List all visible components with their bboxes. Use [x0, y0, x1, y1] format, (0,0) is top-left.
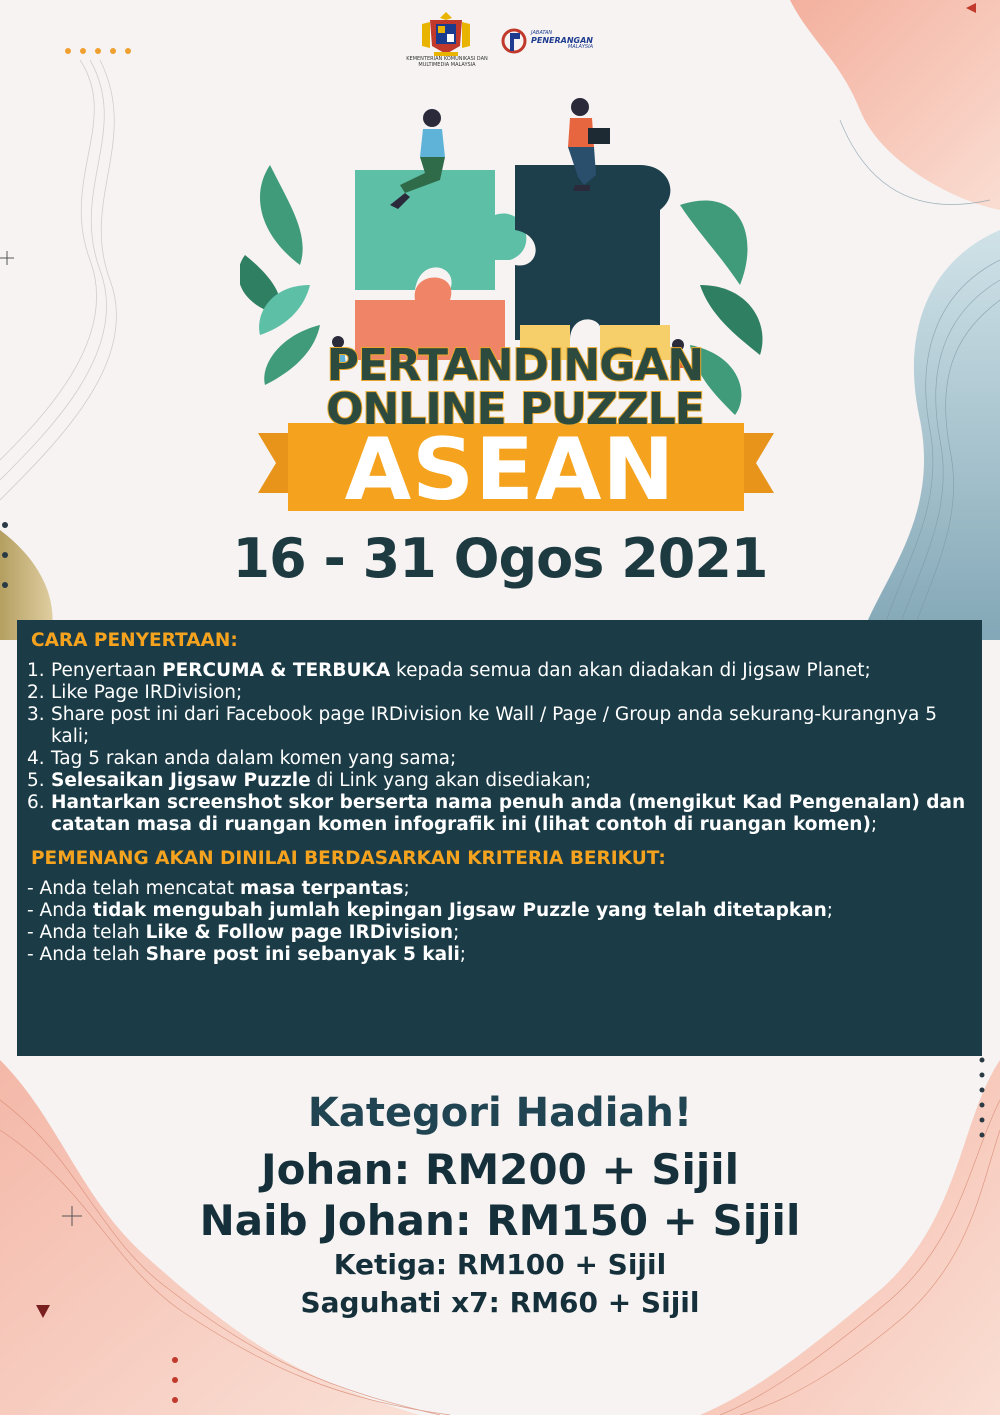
coat-of-arms-logo: [416, 10, 476, 58]
section-title-participation: CARA PENYERTAAN:: [31, 630, 238, 651]
step-item: [27, 792, 970, 836]
bold-text: Like & Follow page IRDivision: [145, 922, 454, 943]
step-number: 1.: [27, 660, 45, 681]
prize-saguhati: Saguhati x7: RM60 + Sijil: [300, 1286, 700, 1319]
text: - Anda: [27, 900, 93, 921]
criteria-item: [27, 922, 970, 944]
jpen-logo-icon: [500, 27, 530, 55]
step-number: 5.: [27, 770, 45, 791]
criteria-list: [27, 878, 970, 966]
step-number: 6.: [27, 792, 45, 813]
text: - Anda telah mencatat: [27, 878, 240, 899]
criteria-item: [27, 900, 970, 922]
prize-ketiga: Ketiga: RM100 + Sijil: [333, 1248, 667, 1281]
text: - Anda telah: [27, 944, 146, 965]
section-title-criteria: PEMENANG AKAN DINILAI BERDASARKAN KRITERIA BERIKUT:: [31, 848, 666, 869]
text: ;: [826, 900, 834, 921]
text: ;: [870, 814, 878, 835]
text: ;: [459, 944, 467, 965]
step-number: 4.: [27, 748, 45, 769]
text: Like Page IRDivision;: [51, 682, 243, 703]
text: Penyertaan: [51, 660, 163, 681]
step-item: [27, 660, 970, 682]
text: Share post ini dari Facebook page IRDivision ke Wall / Page / Group anda sekurang-kurangnya 5 kali;: [51, 704, 938, 747]
step-item: [27, 704, 970, 748]
kkmm-logo-text: KEMENTERIAN KOMUNIKASI DAN MULTIMEDIA MALAYSIA: [406, 56, 488, 68]
step-item: [27, 748, 970, 770]
criteria-item: [27, 878, 970, 900]
jpen-line3: MALAYSIA: [567, 44, 593, 50]
bold-text: PERCUMA & TERBUKA: [162, 660, 391, 681]
bold-text: Hantarkan screenshot skor berserta nama penuh anda (mengikut Kad Pengenalan) dan catatan masa di ruangan komen infografik ini (lihat contoh di ruangan komen): [51, 792, 966, 835]
step-number: 2.: [27, 682, 45, 703]
step-item: [27, 770, 970, 792]
jpen-line2: PENERANGAN: [531, 36, 593, 45]
headline-line1: PERTANDINGAN: [326, 340, 704, 391]
prize-heading: Kategori Hadiah!: [307, 1090, 693, 1136]
event-date: 16 - 31 Ogos 2021: [232, 527, 768, 590]
step-number: 3.: [27, 704, 45, 725]
text: di Link yang akan disediakan;: [310, 770, 592, 791]
info-box: [17, 620, 982, 1056]
jpen-logo-text: [531, 30, 593, 51]
criteria-item: [27, 944, 970, 966]
headline-banner: ASEAN: [344, 420, 676, 520]
prize-naib-johan: Naib Johan: RM150 + Sijil: [199, 1196, 801, 1245]
headline-line2: ONLINE PUZZLE: [326, 384, 704, 435]
jpen-line1: JABATAN: [531, 30, 553, 36]
bold-text: masa terpantas: [239, 878, 404, 899]
text: Tag 5 rakan anda dalam komen yang sama;: [51, 748, 457, 769]
prize-johan: Johan: RM200 + Sijil: [260, 1145, 740, 1194]
bold-text: Selesaikan Jigsaw Puzzle: [51, 770, 311, 791]
bold-text: tidak mengubah jumlah kepingan Jigsaw Puzzle yang telah ditetapkan: [92, 900, 827, 921]
text: kepada semua dan akan diadakan di Jigsaw Planet;: [390, 660, 871, 681]
step-item: [27, 682, 970, 704]
bold-text: Share post ini sebanyak 5 kali: [145, 944, 460, 965]
text: - Anda telah: [27, 922, 146, 943]
steps-list: [27, 660, 970, 836]
text: ;: [453, 922, 460, 943]
text: ;: [403, 878, 410, 899]
